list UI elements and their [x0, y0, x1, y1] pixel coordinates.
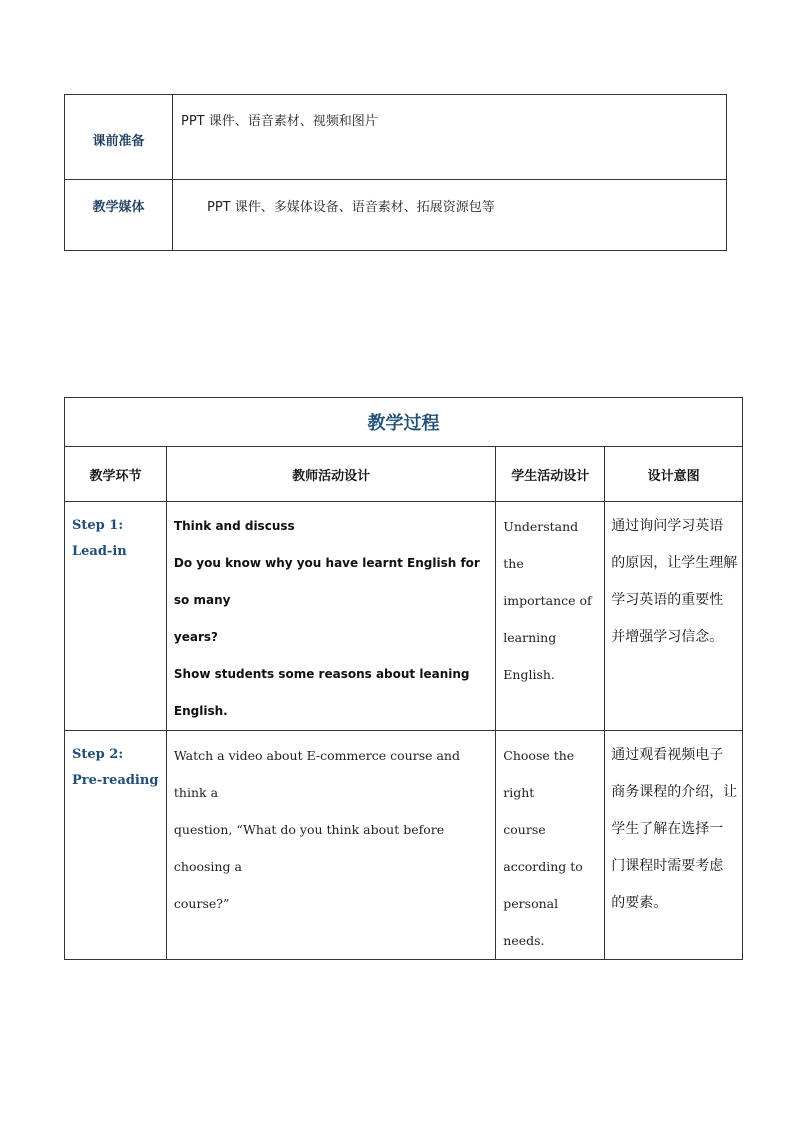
design-intent-cell [605, 731, 743, 960]
row-content: PPT 课件、语音素材、视频和图片 [173, 95, 727, 180]
text-line: Do you know why you have learnt English for so many [173, 556, 480, 607]
header-row [65, 447, 743, 502]
text-line: 商务课程的介绍，让 [611, 784, 738, 800]
table-row [65, 731, 743, 960]
table-row [65, 180, 727, 251]
text-line: Show students some reasons about leaning English. [173, 667, 470, 718]
step-number: Step 2: [72, 747, 124, 762]
text-line: importance of [503, 593, 592, 608]
text-line: 的要素。 [611, 895, 668, 911]
text-line: 并增强学习信念。 [611, 629, 724, 645]
text-line: personal needs. [503, 896, 559, 948]
text-line: 门课程时需要考虑 [611, 858, 724, 874]
text-line: 学生了解在选择一 [611, 821, 724, 837]
step-cell [65, 502, 167, 731]
text-line: Choose the right [503, 748, 575, 800]
text-line: 的原因，让学生理解 [611, 555, 738, 571]
design-intent-cell [605, 502, 743, 731]
text-line: 通过观看视频电子 [611, 747, 724, 763]
student-activity-cell [496, 502, 605, 731]
teaching-process-table [64, 397, 743, 960]
step-cell [65, 731, 167, 960]
student-activity-cell [496, 731, 605, 960]
text-line: years? [173, 630, 218, 644]
text-line: Watch a video about E-commerce course and think a [173, 748, 460, 800]
table-title-row [65, 398, 743, 447]
text-line: course [503, 822, 546, 837]
step-stage: Pre-reading [72, 773, 159, 788]
text-line: 学习英语的重要性 [611, 592, 724, 608]
text-line: English. [503, 667, 555, 682]
text-line: according to [503, 859, 583, 874]
teacher-activity-cell [166, 502, 495, 731]
row-label: 课前准备 [65, 95, 173, 180]
text-line: question, “What do you think about before choosing a [173, 822, 445, 874]
text-line: Think and discuss [173, 519, 295, 533]
teacher-activity-cell [166, 731, 495, 960]
column-header: 教师活动设计 [166, 447, 495, 502]
preparation-table [64, 94, 727, 251]
row-label: 教学媒体 [65, 180, 173, 251]
table-title: 教学过程 [65, 398, 743, 447]
table-row [65, 95, 727, 180]
table-row [65, 502, 743, 731]
text-line: course?” [173, 896, 230, 911]
text-line: Understand the [503, 519, 579, 571]
step-number: Step 1: [72, 518, 124, 533]
column-header: 学生活动设计 [496, 447, 605, 502]
text-line: 通过询问学习英语 [611, 518, 724, 534]
column-header: 设计意图 [605, 447, 743, 502]
column-header: 教学环节 [65, 447, 167, 502]
step-stage: Lead-in [72, 544, 127, 559]
text-line: learning [503, 630, 557, 645]
row-content: PPT 课件、多媒体设备、语音素材、拓展资源包等 [173, 180, 727, 251]
